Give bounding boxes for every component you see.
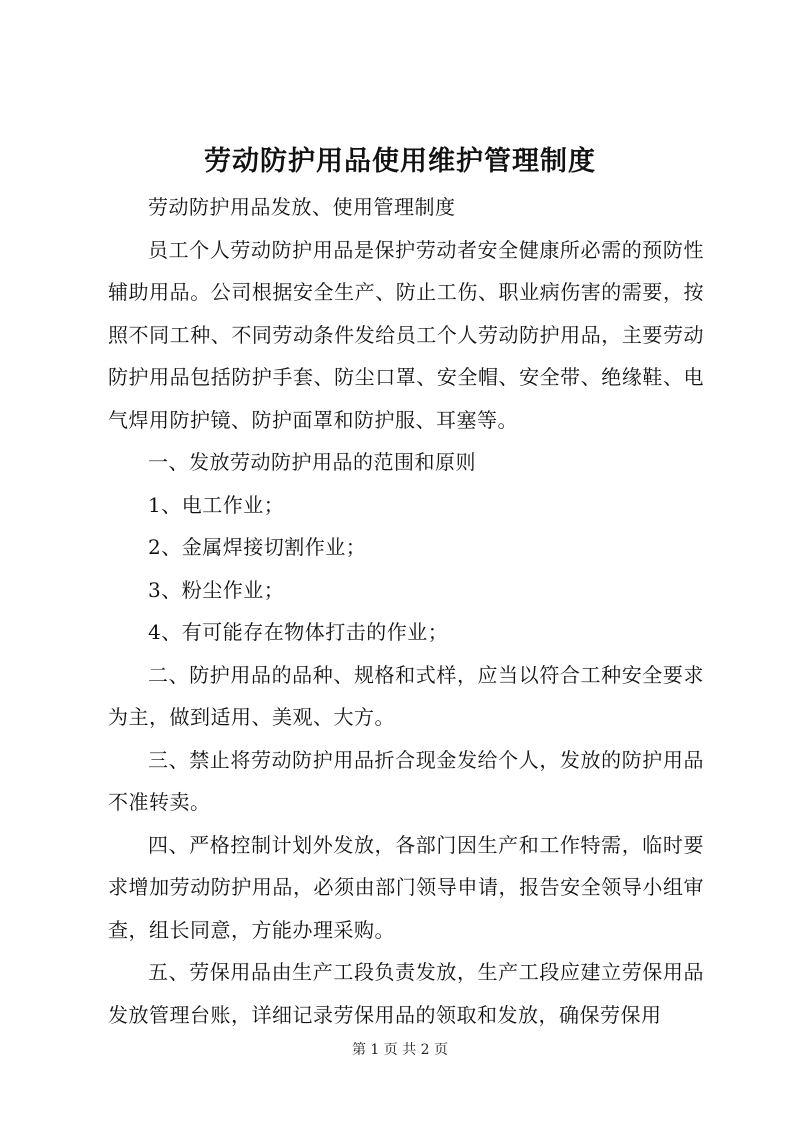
list-item-1: 1、电工作业； [148,492,285,517]
paragraph-section-4: 四、严格控制计划外发放，各部门因生产和工作特需，临时要求增加劳动防护用品，必须由部门领导申请，报告安全领导小组审查，组长同意，方能办理采购。 [108,832,704,942]
paragraph-section-5: 五、劳保用品由生产工段负责发放，生产工段应建立劳保用品发放管理台账，详细记录劳保用品的领取和发放，确保劳保用 [108,960,704,1027]
document-title: 劳动防护用品使用维护管理制度 [204,146,596,177]
page-footer: 第 1 页 共 2 页 [351,1042,449,1058]
paragraph-intro: 员工个人劳动防护用品是保护劳动者安全健康所必需的预防性辅助用品。公司根据安全生产、防止工伤、职业病伤害的需要，按照不同工种、不同劳动条件发给员工个人劳动防护用品，主要劳动防护用品包括防护手套、防尘口罩、安全帽、安全带、绝缘鞋、电气焊用防护镜、防护面罩和防护服、耳塞等。 [108,237,704,432]
list-item-3: 3、粉尘作业； [148,577,285,602]
list-item-4: 4、有可能存在物体打击的作业； [148,620,449,644]
paragraph-subtitle: 劳动防护用品发放、使用管理制度 [148,195,456,219]
paragraph-section-1: 一、发放劳动防护用品的范围和原则 [148,450,476,474]
paragraph-section-3: 三、禁止将劳动防护用品折合现金发给个人，发放的防护用品不准转卖。 [108,747,704,814]
paragraph-section-2: 二、防护用品的品种、规格和式样，应当以符合工种安全要求为主，做到适用、美观、大方。 [108,662,704,729]
list-item-2: 2、金属焊接切割作业； [148,535,367,559]
document-body [108,186,704,1036]
